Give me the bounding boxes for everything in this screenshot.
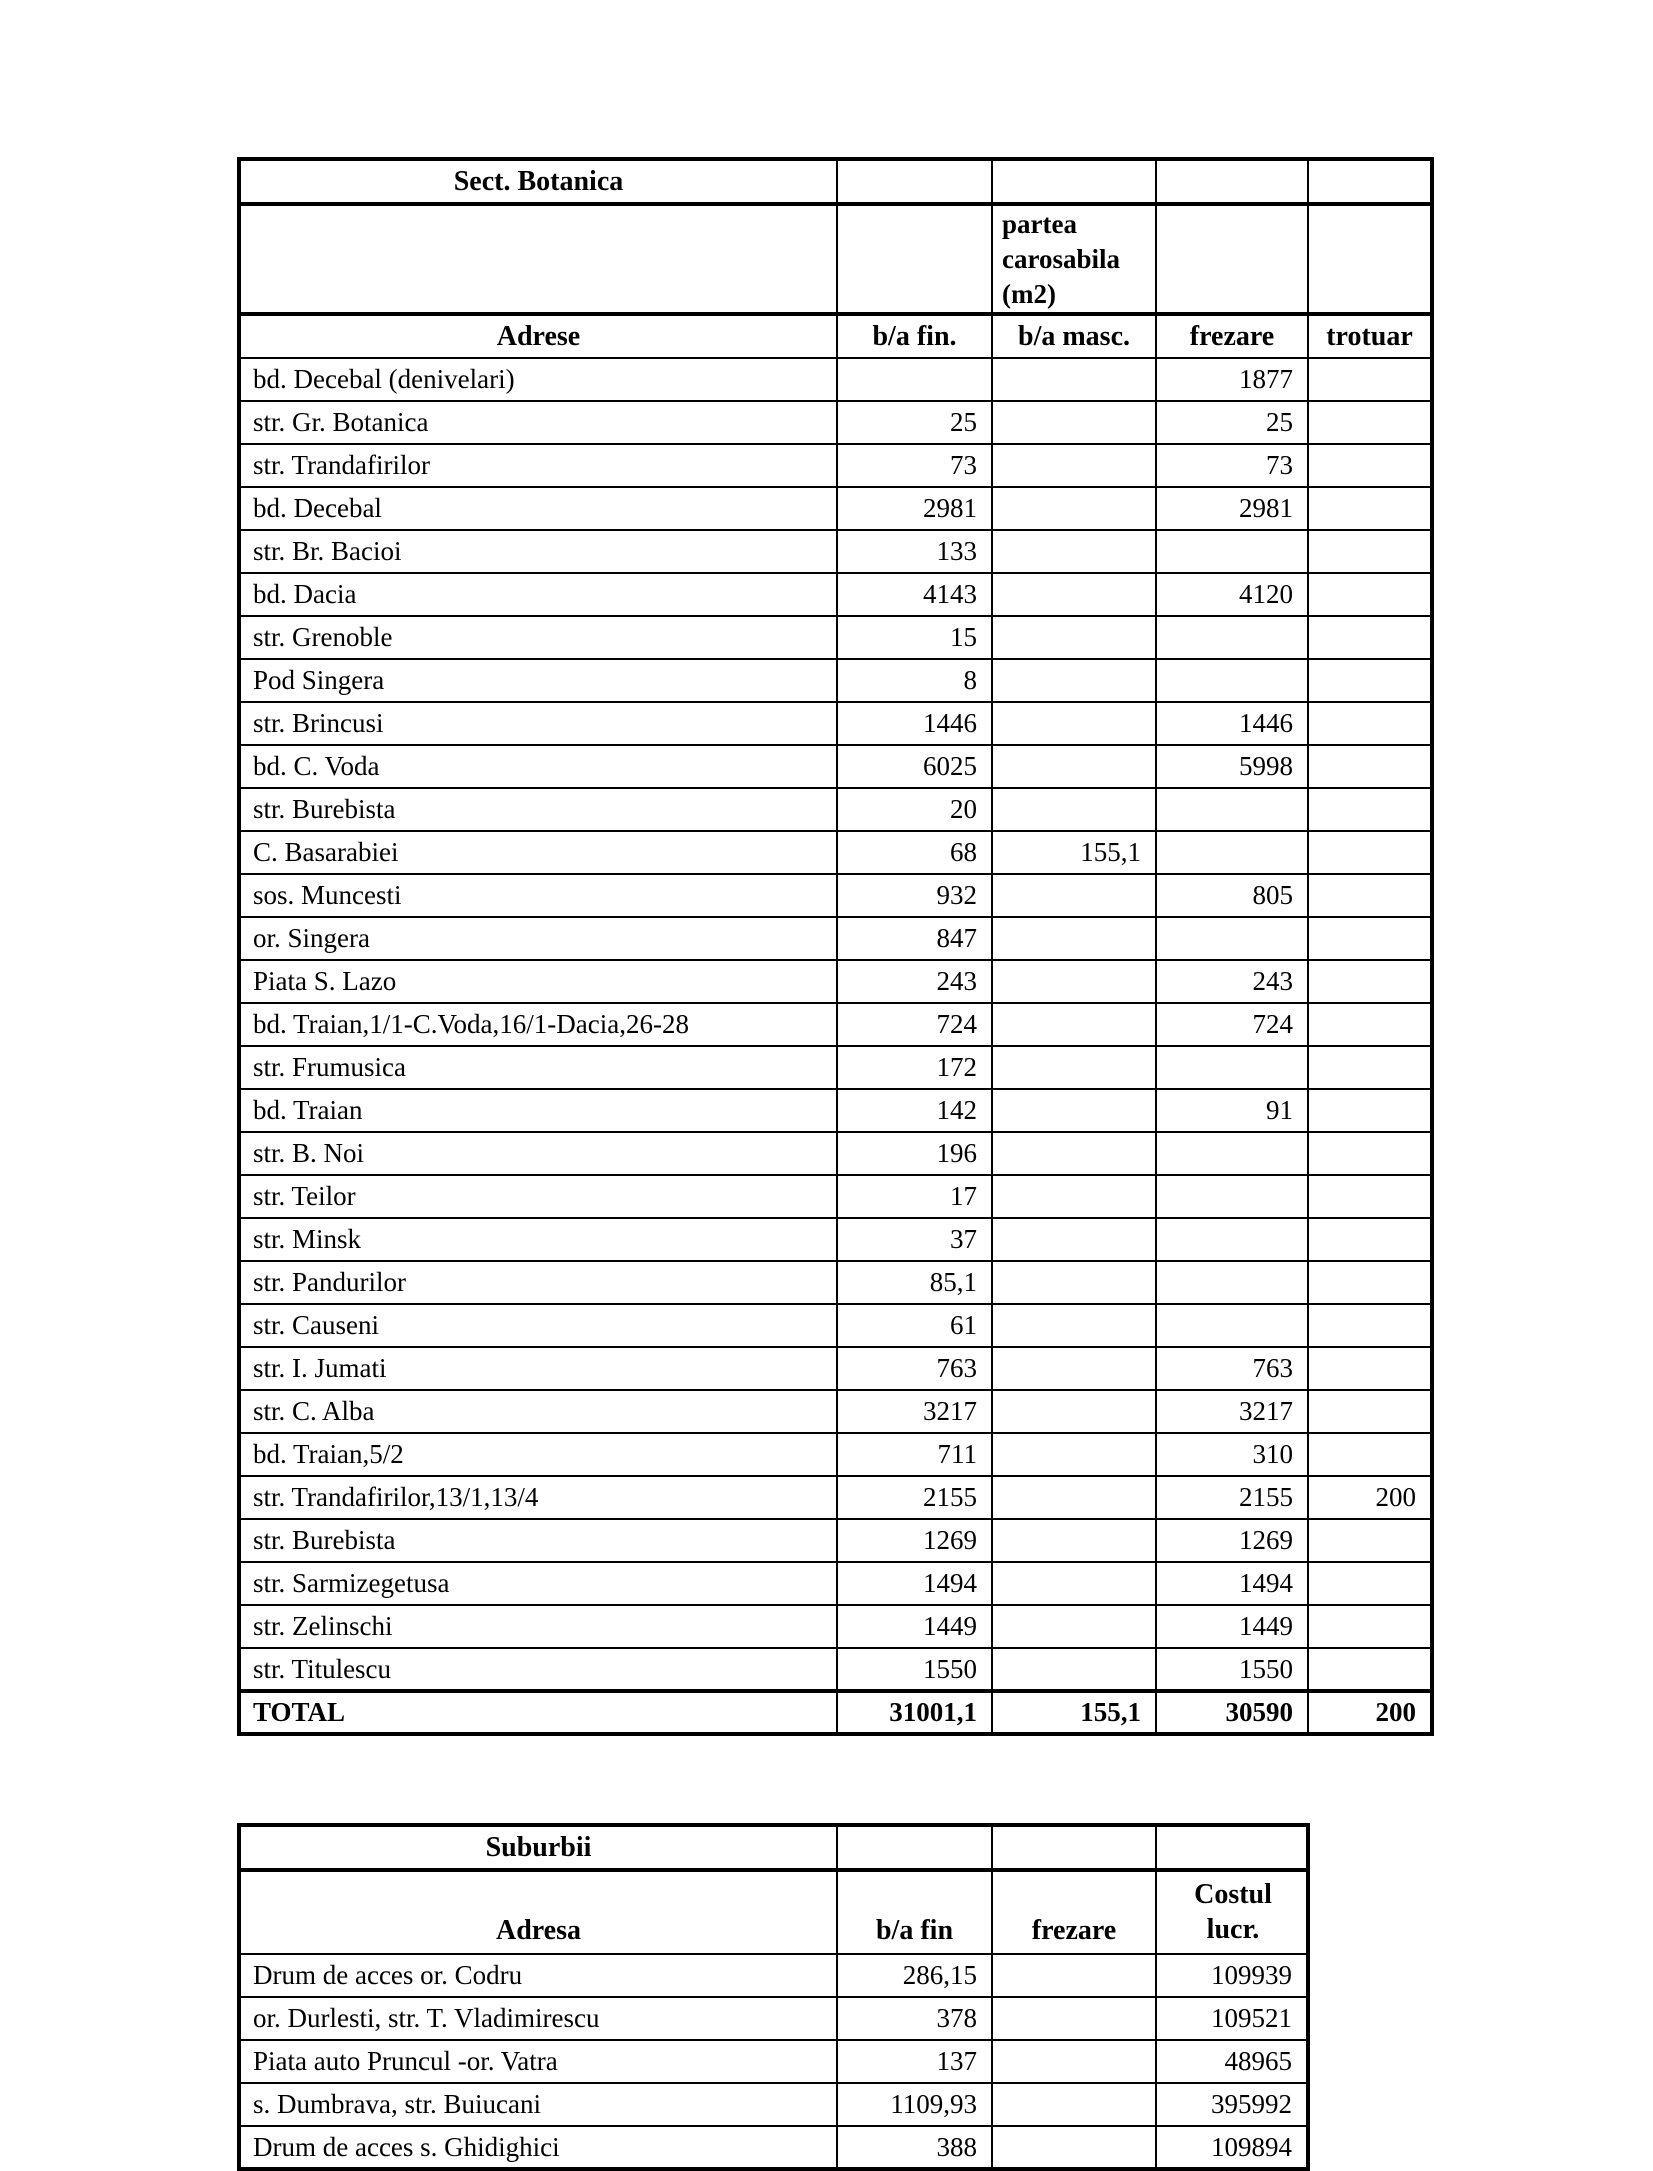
- cell-ba-fin: 15: [837, 616, 992, 659]
- cell-ba-fin: 847: [837, 917, 992, 960]
- cell-ba-fin: 4143: [837, 573, 992, 616]
- cell-adrese: bd. Traian,5/2: [239, 1433, 837, 1476]
- cell-frezare: [992, 1997, 1156, 2040]
- cell-trotuar: [1308, 1261, 1432, 1304]
- cell-trotuar: [1308, 788, 1432, 831]
- cell-frezare: 91: [1156, 1089, 1308, 1132]
- table-title-row: [239, 1825, 1308, 1870]
- cell-adresa: or. Durlesti, str. T. Vladimirescu: [239, 1997, 837, 2040]
- table-subheader-row: [239, 204, 1432, 314]
- empty-cell: [239, 204, 837, 314]
- table-row: [239, 444, 1432, 487]
- cell-frezare: [1156, 659, 1308, 702]
- cell-ba-masc: 155,1: [992, 831, 1156, 874]
- cell-adrese: str. Teilor: [239, 1175, 837, 1218]
- cell-ba-masc: [992, 659, 1156, 702]
- cell-ba-fin: 1109,93: [837, 2083, 992, 2126]
- cell-adrese: or. Singera: [239, 917, 837, 960]
- cell-ba-fin: 2981: [837, 487, 992, 530]
- cell-trotuar: [1308, 1347, 1432, 1390]
- cell-ba-fin: 243: [837, 960, 992, 1003]
- table-row: [239, 2040, 1308, 2083]
- table-row: [239, 1003, 1432, 1046]
- total-ba-masc: 155,1: [992, 1691, 1156, 1734]
- cell-frezare: [1156, 1304, 1308, 1347]
- cell-frezare: 1550: [1156, 1648, 1308, 1691]
- cell-ba-fin: 6025: [837, 745, 992, 788]
- total-row: [239, 1691, 1432, 1734]
- cell-trotuar: [1308, 530, 1432, 573]
- empty-cell: [1156, 159, 1308, 204]
- total-ba-fin: 31001,1: [837, 1691, 992, 1734]
- cell-ba-fin: 8: [837, 659, 992, 702]
- cell-trotuar: [1308, 1132, 1432, 1175]
- cell-trotuar: [1308, 1218, 1432, 1261]
- column-header-adrese: Adrese: [239, 314, 837, 358]
- empty-cell: [837, 159, 992, 204]
- cell-adrese: str. Pandurilor: [239, 1261, 837, 1304]
- table-row: [239, 530, 1432, 573]
- cell-ba-masc: [992, 1648, 1156, 1691]
- table-row: [239, 1476, 1432, 1519]
- cell-ba-masc: [992, 487, 1156, 530]
- cell-ba-masc: [992, 874, 1156, 917]
- column-header-ba-fin: b/a fin.: [837, 314, 992, 358]
- table-row: [239, 1261, 1432, 1304]
- cell-trotuar: [1308, 444, 1432, 487]
- cell-adresa: Drum de acces or. Codru: [239, 1954, 837, 1997]
- cell-adrese: str. Grenoble: [239, 616, 837, 659]
- cell-ba-masc: [992, 1476, 1156, 1519]
- cell-costul-lucr: 48965: [1156, 2040, 1308, 2083]
- cell-trotuar: [1308, 1433, 1432, 1476]
- cell-adrese: sos. Muncesti: [239, 874, 837, 917]
- cell-ba-masc: [992, 616, 1156, 659]
- cell-ba-masc: [992, 358, 1156, 401]
- cell-trotuar: [1308, 1519, 1432, 1562]
- table-row: [239, 745, 1432, 788]
- cell-ba-masc: [992, 960, 1156, 1003]
- cell-costul-lucr: 109894: [1156, 2126, 1308, 2169]
- total-trotuar: 200: [1308, 1691, 1432, 1734]
- botanica-table: [237, 157, 1434, 1736]
- cell-adrese: str. Trandafirilor,13/1,13/4: [239, 1476, 837, 1519]
- cell-trotuar: [1308, 1562, 1432, 1605]
- cell-ba-masc: [992, 702, 1156, 745]
- cell-ba-masc: [992, 1304, 1156, 1347]
- cell-adrese: bd. Decebal (denivelari): [239, 358, 837, 401]
- cell-adrese: str. Frumusica: [239, 1046, 837, 1089]
- cell-adresa: s. Dumbrava, str. Buiucani: [239, 2083, 837, 2126]
- cell-ba-fin: 1446: [837, 702, 992, 745]
- cell-ba-masc: [992, 573, 1156, 616]
- cell-ba-fin: 388: [837, 2126, 992, 2169]
- cell-adrese: str. Trandafirilor: [239, 444, 837, 487]
- column-header-ba-masc: b/a masc.: [992, 314, 1156, 358]
- column-header-frezare: frezare: [992, 1870, 1156, 1954]
- table-row: [239, 1648, 1432, 1691]
- cell-adrese: str. Burebista: [239, 788, 837, 831]
- cell-frezare: [1156, 1046, 1308, 1089]
- cell-adresa: Drum de acces s. Ghidighici: [239, 2126, 837, 2169]
- table-row: [239, 1519, 1432, 1562]
- table-row: [239, 1605, 1432, 1648]
- cell-trotuar: [1308, 401, 1432, 444]
- unit-subheader: partea carosabila (m2): [992, 204, 1156, 314]
- cell-ba-masc: [992, 401, 1156, 444]
- cell-ba-masc: [992, 917, 1156, 960]
- cell-frezare: [1156, 1175, 1308, 1218]
- cell-frezare: [1156, 917, 1308, 960]
- cell-frezare: 805: [1156, 874, 1308, 917]
- table-row: [239, 1175, 1432, 1218]
- table-row: [239, 1954, 1308, 1997]
- cell-frezare: [992, 2083, 1156, 2126]
- cell-ba-masc: [992, 1175, 1156, 1218]
- cell-adrese: str. Sarmizegetusa: [239, 1562, 837, 1605]
- cell-ba-fin: 142: [837, 1089, 992, 1132]
- cell-ba-fin: 3217: [837, 1390, 992, 1433]
- cell-frezare: 1449: [1156, 1605, 1308, 1648]
- cell-trotuar: [1308, 616, 1432, 659]
- cell-ba-fin: 137: [837, 2040, 992, 2083]
- table-row: [239, 1218, 1432, 1261]
- empty-cell: [992, 1825, 1156, 1870]
- table-row: [239, 1997, 1308, 2040]
- cell-ba-masc: [992, 1132, 1156, 1175]
- table-title-row: [239, 159, 1432, 204]
- cell-frezare: [992, 2126, 1156, 2169]
- cell-adresa: Piata auto Pruncul -or. Vatra: [239, 2040, 837, 2083]
- cell-ba-fin: 133: [837, 530, 992, 573]
- cell-ba-fin: 2155: [837, 1476, 992, 1519]
- cell-adrese: str. Gr. Botanica: [239, 401, 837, 444]
- table-row: [239, 358, 1432, 401]
- cell-ba-masc: [992, 530, 1156, 573]
- empty-cell: [837, 204, 992, 314]
- table-row: [239, 831, 1432, 874]
- cell-costul-lucr: 395992: [1156, 2083, 1308, 2126]
- cell-ba-masc: [992, 1562, 1156, 1605]
- cell-adrese: bd. C. Voda: [239, 745, 837, 788]
- empty-cell: [992, 159, 1156, 204]
- cell-trotuar: [1308, 573, 1432, 616]
- cell-frezare: 1877: [1156, 358, 1308, 401]
- cell-adrese: bd. Decebal: [239, 487, 837, 530]
- cell-adrese: str. I. Jumati: [239, 1347, 837, 1390]
- cell-ba-masc: [992, 444, 1156, 487]
- cell-ba-fin: 1494: [837, 1562, 992, 1605]
- botanica-table-header: [239, 159, 1432, 358]
- cell-ba-masc: [992, 788, 1156, 831]
- cell-ba-masc: [992, 1390, 1156, 1433]
- cell-ba-masc: [992, 1089, 1156, 1132]
- suburbii-table-header: [239, 1825, 1308, 1954]
- botanica-table-body: [239, 358, 1432, 1691]
- table-row: [239, 702, 1432, 745]
- cell-adrese: Piata S. Lazo: [239, 960, 837, 1003]
- suburbii-table: [237, 1823, 1310, 2171]
- cell-adrese: bd. Traian: [239, 1089, 837, 1132]
- cell-ba-masc: [992, 1433, 1156, 1476]
- table-row: [239, 1390, 1432, 1433]
- table-row: [239, 788, 1432, 831]
- cell-ba-masc: [992, 1605, 1156, 1648]
- cell-frezare: [1156, 616, 1308, 659]
- cell-trotuar: [1308, 1175, 1432, 1218]
- cell-ba-fin: 196: [837, 1132, 992, 1175]
- cell-ba-fin: 1550: [837, 1648, 992, 1691]
- cell-trotuar: [1308, 917, 1432, 960]
- table-row: [239, 1562, 1432, 1605]
- cell-frezare: 1446: [1156, 702, 1308, 745]
- table-row: [239, 960, 1432, 1003]
- column-header-ba-fin: b/a fin: [837, 1870, 992, 1954]
- cell-adrese: str. Causeni: [239, 1304, 837, 1347]
- cell-frezare: [1156, 831, 1308, 874]
- cell-ba-fin: 763: [837, 1347, 992, 1390]
- cell-frezare: [1156, 1132, 1308, 1175]
- cell-ba-masc: [992, 1003, 1156, 1046]
- cell-trotuar: [1308, 831, 1432, 874]
- cell-adrese: str. Brincusi: [239, 702, 837, 745]
- column-header-frezare: frezare: [1156, 314, 1308, 358]
- total-frezare: 30590: [1156, 1691, 1308, 1734]
- table-row: [239, 401, 1432, 444]
- cell-costul-lucr: 109939: [1156, 1954, 1308, 1997]
- cell-costul-lucr: 109521: [1156, 1997, 1308, 2040]
- cell-adrese: str. Br. Bacioi: [239, 530, 837, 573]
- cell-ba-masc: [992, 1261, 1156, 1304]
- botanica-table-footer: [239, 1691, 1432, 1734]
- cell-trotuar: [1308, 659, 1432, 702]
- table-row: [239, 487, 1432, 530]
- cell-adrese: str. C. Alba: [239, 1390, 837, 1433]
- empty-cell: [1308, 204, 1432, 314]
- table-row: [239, 1304, 1432, 1347]
- table-row: [239, 659, 1432, 702]
- table-row: [239, 1089, 1432, 1132]
- cell-ba-masc: [992, 745, 1156, 788]
- cell-trotuar: [1308, 1390, 1432, 1433]
- cell-ba-fin: 61: [837, 1304, 992, 1347]
- empty-cell: [1308, 159, 1432, 204]
- cell-ba-fin: [837, 358, 992, 401]
- table-row: [239, 1433, 1432, 1476]
- cell-frezare: 310: [1156, 1433, 1308, 1476]
- cell-frezare: 5998: [1156, 745, 1308, 788]
- cell-frezare: 1269: [1156, 1519, 1308, 1562]
- cell-frezare: [1156, 788, 1308, 831]
- cell-ba-fin: 20: [837, 788, 992, 831]
- cell-frezare: [1156, 530, 1308, 573]
- cell-frezare: [992, 2040, 1156, 2083]
- cell-adrese: str. Zelinschi: [239, 1605, 837, 1648]
- column-header-row: [239, 314, 1432, 358]
- cell-ba-masc: [992, 1519, 1156, 1562]
- table-row: [239, 1347, 1432, 1390]
- empty-cell: [1156, 204, 1308, 314]
- cell-ba-masc: [992, 1046, 1156, 1089]
- column-header-row: [239, 1870, 1308, 1954]
- table-row: [239, 874, 1432, 917]
- cell-ba-masc: [992, 1218, 1156, 1261]
- cell-trotuar: [1308, 487, 1432, 530]
- table-row: [239, 2126, 1308, 2169]
- cell-ba-fin: 1449: [837, 1605, 992, 1648]
- cell-frezare: 724: [1156, 1003, 1308, 1046]
- cell-adrese: bd. Traian,1/1-C.Voda,16/1-Dacia,26-28: [239, 1003, 837, 1046]
- cell-frezare: 243: [1156, 960, 1308, 1003]
- cell-adrese: str. Titulescu: [239, 1648, 837, 1691]
- cell-frezare: 1494: [1156, 1562, 1308, 1605]
- cell-frezare: 25: [1156, 401, 1308, 444]
- cell-ba-fin: 286,15: [837, 1954, 992, 1997]
- cell-ba-fin: 172: [837, 1046, 992, 1089]
- cell-frezare: 3217: [1156, 1390, 1308, 1433]
- column-header-trotuar: trotuar: [1308, 314, 1432, 358]
- empty-cell: [837, 1825, 992, 1870]
- cell-adrese: str. B. Noi: [239, 1132, 837, 1175]
- cell-frezare: [1156, 1261, 1308, 1304]
- cell-frezare: 2155: [1156, 1476, 1308, 1519]
- cell-trotuar: [1308, 1046, 1432, 1089]
- table-title: Sect. Botanica: [239, 159, 837, 204]
- table-row: [239, 616, 1432, 659]
- cell-ba-fin: 17: [837, 1175, 992, 1218]
- cell-frezare: [992, 1954, 1156, 1997]
- cell-trotuar: [1308, 1605, 1432, 1648]
- column-header-adresa: Adresa: [239, 1870, 837, 1954]
- table-row: [239, 917, 1432, 960]
- suburbii-table-body: [239, 1954, 1308, 2169]
- column-header-costul-lucr: Costul lucr.: [1156, 1870, 1308, 1954]
- cell-ba-fin: 85,1: [837, 1261, 992, 1304]
- cell-ba-fin: 68: [837, 831, 992, 874]
- cell-adrese: str. Burebista: [239, 1519, 837, 1562]
- cell-adrese: str. Minsk: [239, 1218, 837, 1261]
- table-row: [239, 2083, 1308, 2126]
- cell-frezare: [1156, 1218, 1308, 1261]
- cell-ba-masc: [992, 1347, 1156, 1390]
- cell-ba-fin: 378: [837, 1997, 992, 2040]
- cell-trotuar: [1308, 1304, 1432, 1347]
- empty-cell: [1156, 1825, 1308, 1870]
- cell-frezare: 763: [1156, 1347, 1308, 1390]
- cell-adrese: Pod Singera: [239, 659, 837, 702]
- cell-frezare: 4120: [1156, 573, 1308, 616]
- cell-adrese: C. Basarabiei: [239, 831, 837, 874]
- cell-ba-fin: 37: [837, 1218, 992, 1261]
- cell-adrese: bd. Dacia: [239, 573, 837, 616]
- table-row: [239, 573, 1432, 616]
- cell-trotuar: [1308, 745, 1432, 788]
- cell-ba-fin: 724: [837, 1003, 992, 1046]
- cell-ba-fin: 711: [837, 1433, 992, 1476]
- table-title: Suburbii: [239, 1825, 837, 1870]
- cell-ba-fin: 932: [837, 874, 992, 917]
- cell-trotuar: [1308, 960, 1432, 1003]
- cell-trotuar: 200: [1308, 1476, 1432, 1519]
- cell-trotuar: [1308, 358, 1432, 401]
- cell-frezare: 73: [1156, 444, 1308, 487]
- table-row: [239, 1132, 1432, 1175]
- cell-trotuar: [1308, 1003, 1432, 1046]
- cell-ba-fin: 1269: [837, 1519, 992, 1562]
- total-label: TOTAL: [239, 1691, 837, 1734]
- cell-trotuar: [1308, 874, 1432, 917]
- cell-frezare: 2981: [1156, 487, 1308, 530]
- cell-ba-fin: 73: [837, 444, 992, 487]
- cell-ba-fin: 25: [837, 401, 992, 444]
- cell-trotuar: [1308, 702, 1432, 745]
- cell-trotuar: [1308, 1089, 1432, 1132]
- cell-trotuar: [1308, 1648, 1432, 1691]
- table-row: [239, 1046, 1432, 1089]
